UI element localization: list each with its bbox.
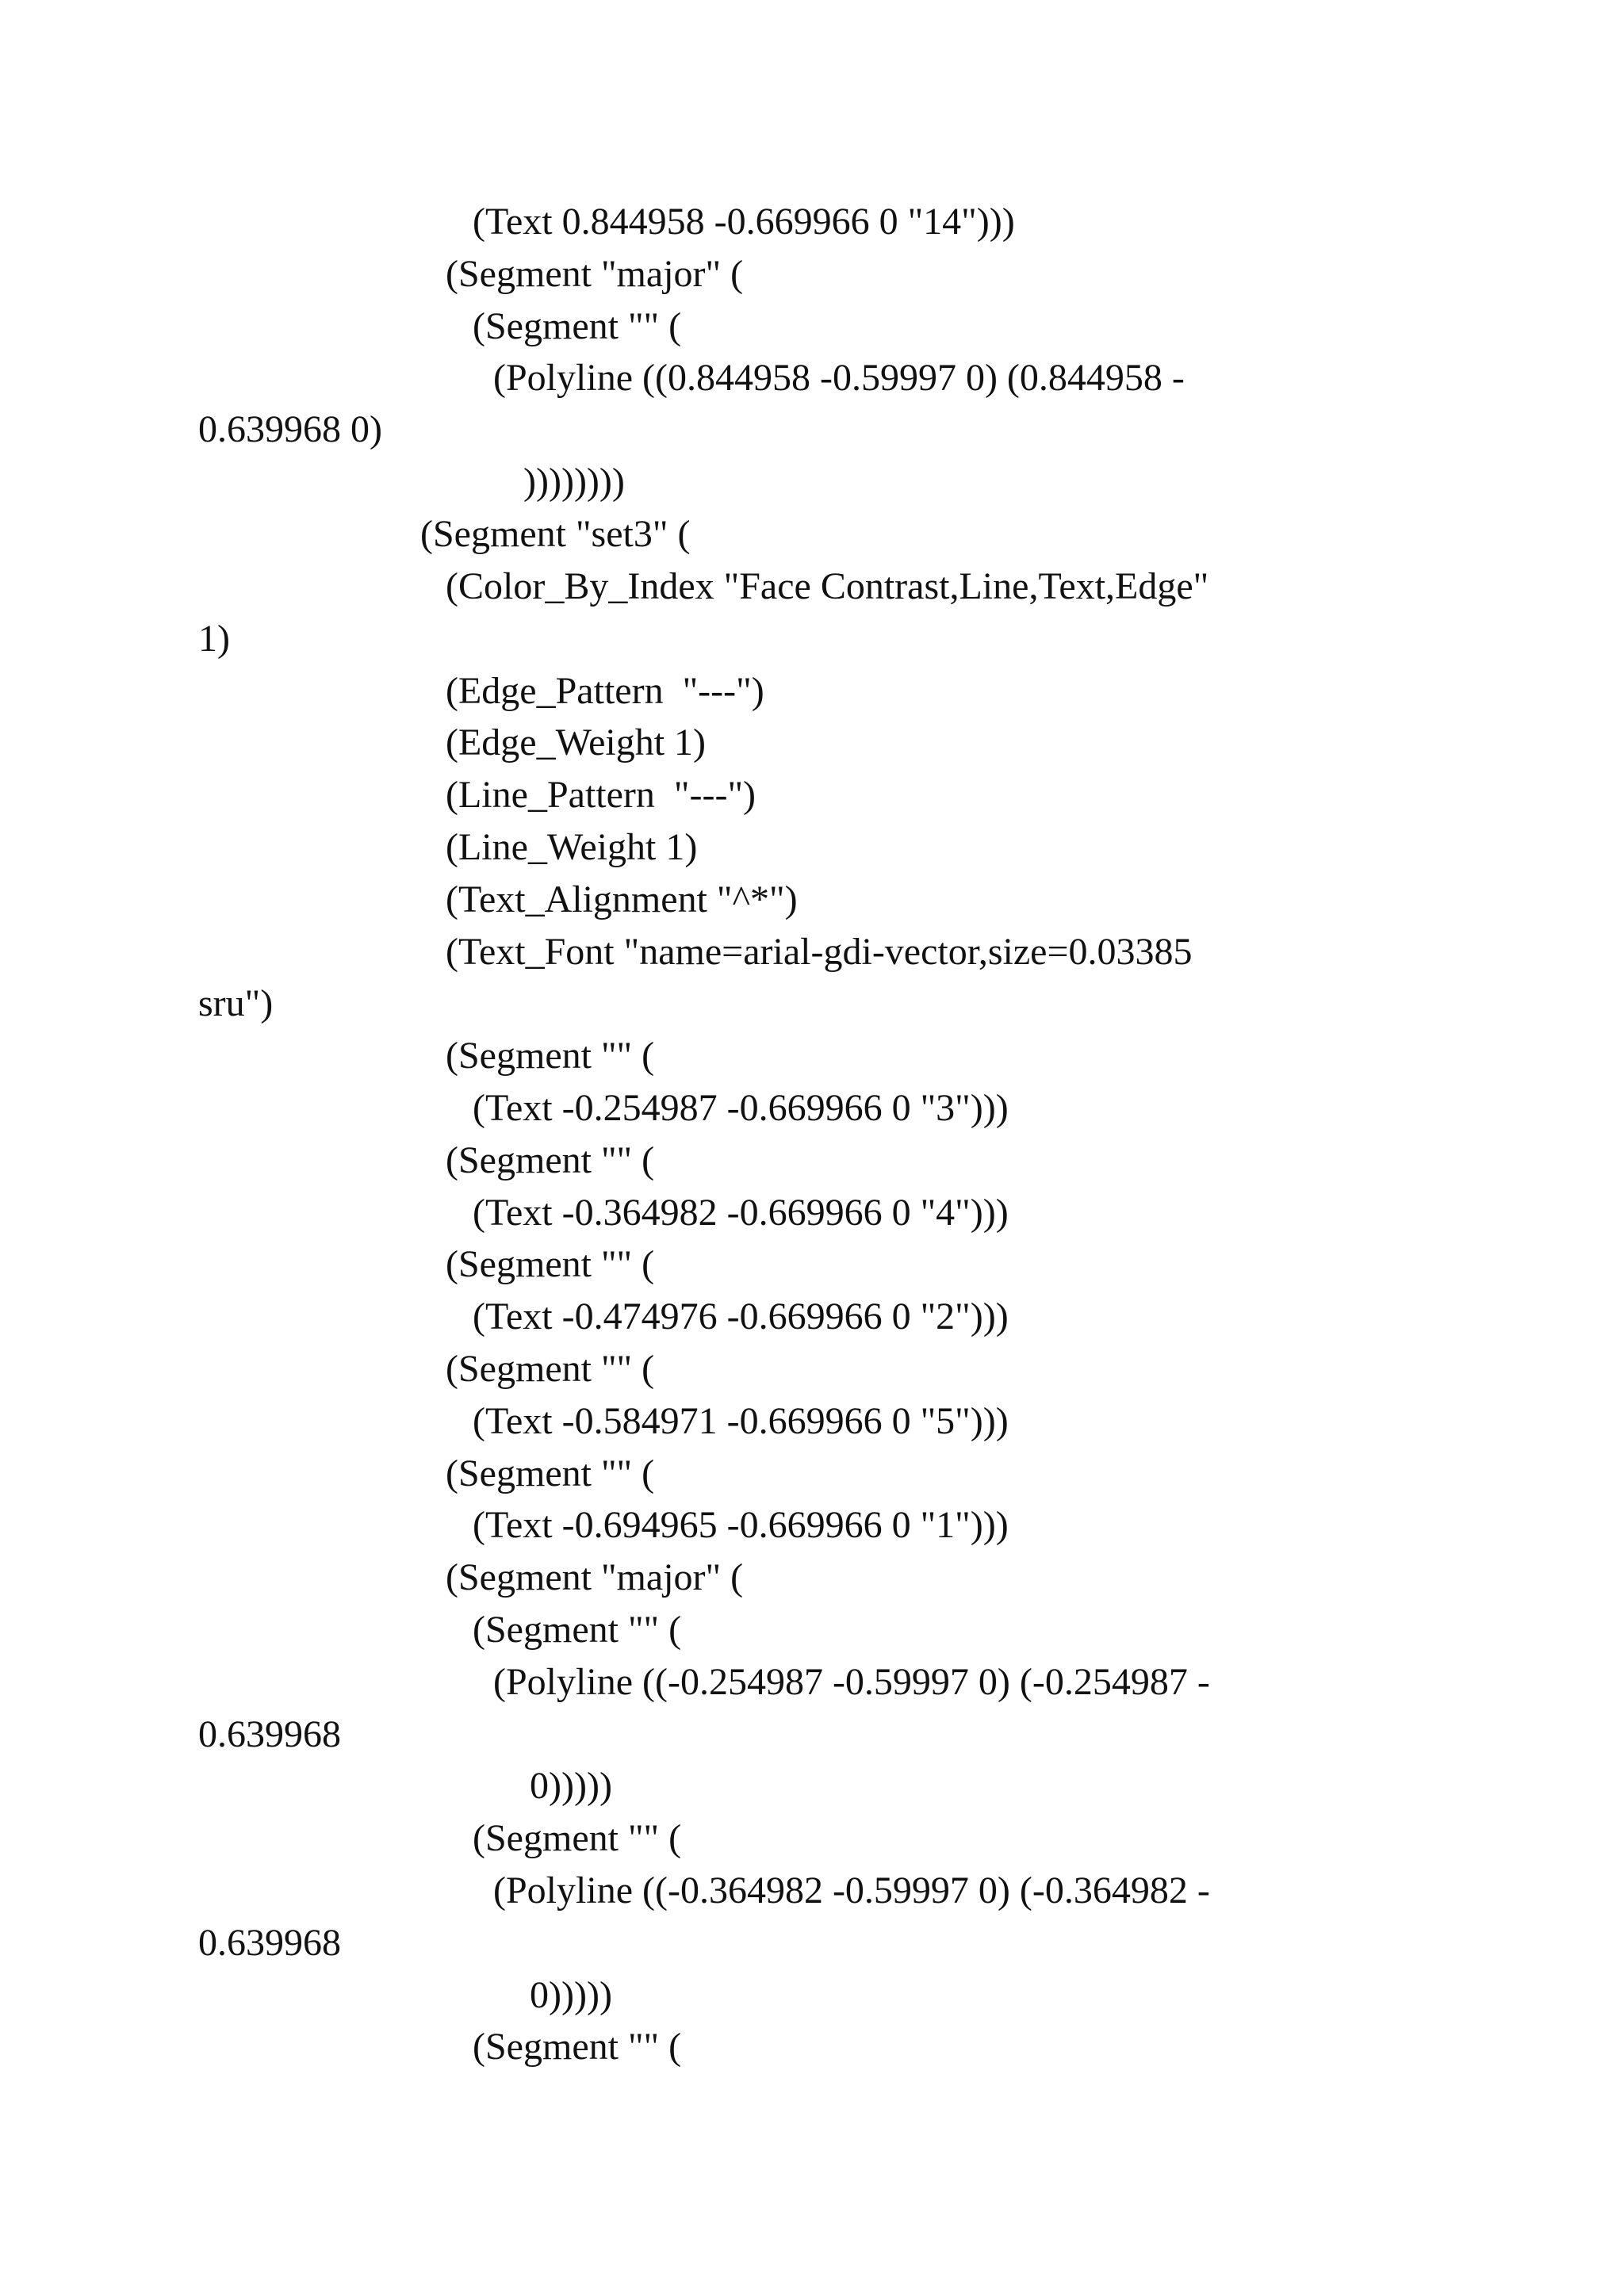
code-line: (Polyline ((-0.364982 -0.59997 0) (-0.364982 - xyxy=(493,1869,1210,1911)
code-line: (Text_Font "name=arial-gdi-vector,size=0.03385 xyxy=(446,931,1193,973)
code-line: sru") xyxy=(198,982,274,1024)
code-line: (Segment "" ( xyxy=(446,1139,655,1181)
code-line: (Segment "major" ( xyxy=(446,1556,744,1598)
code-line: (Text -0.364982 -0.669966 0 "4"))) xyxy=(473,1192,1009,1234)
code-line: (Text -0.474976 -0.669966 0 "2"))) xyxy=(473,1295,1009,1337)
code-line: (Line_Pattern "---") xyxy=(446,774,756,816)
code-line: (Segment "" ( xyxy=(446,1452,655,1494)
code-line: (Color_By_Index "Face Contrast,Line,Text,Edge" xyxy=(446,565,1209,607)
code-line: (Segment "" ( xyxy=(446,1348,655,1390)
code-line: (Text 0.844958 -0.669966 0 "14"))) xyxy=(473,201,1015,243)
code-line: 0))))) xyxy=(530,1974,612,2016)
code-line: (Segment "" ( xyxy=(473,1609,682,1651)
code-line: (Text -0.254987 -0.669966 0 "3"))) xyxy=(473,1087,1009,1129)
code-line: (Text_Alignment "^*") xyxy=(446,878,798,920)
code-line: 0.639968 xyxy=(198,1922,341,1964)
code-line: (Segment "" ( xyxy=(473,305,682,347)
code-line: 0))))) xyxy=(530,1765,612,1807)
code-line: (Segment "" ( xyxy=(446,1243,655,1285)
code-line: 1) xyxy=(198,618,230,660)
code-line: 0.639968 0) xyxy=(198,408,382,450)
code-line: (Line_Weight 1) xyxy=(446,826,698,868)
code-line: (Segment "" ( xyxy=(473,2026,682,2068)
code-line: (Segment "" ( xyxy=(473,1817,682,1859)
code-line: )))))))) xyxy=(523,461,625,503)
code-line: (Text -0.584971 -0.669966 0 "5"))) xyxy=(473,1400,1009,1442)
code-line: (Edge_Pattern "---") xyxy=(446,670,764,712)
code-line: (Edge_Weight 1) xyxy=(446,721,707,763)
code-line: (Text -0.694965 -0.669966 0 "1"))) xyxy=(473,1504,1009,1546)
code-line: 0.639968 xyxy=(198,1713,341,1755)
code-line: (Segment "" ( xyxy=(446,1035,655,1077)
code-line: (Polyline ((0.844958 -0.59997 0) (0.844958 - xyxy=(493,357,1185,399)
code-line: (Segment "set3" ( xyxy=(420,513,691,555)
code-line: (Polyline ((-0.254987 -0.59997 0) (-0.254987 - xyxy=(493,1661,1210,1703)
code-line: (Segment "major" ( xyxy=(446,253,744,295)
